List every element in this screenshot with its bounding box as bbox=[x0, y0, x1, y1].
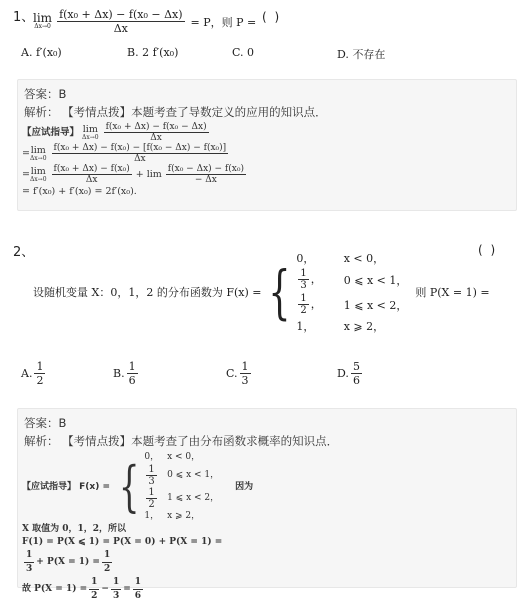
q2-option-c: C. $\frac{1}{3}$ bbox=[226, 360, 249, 387]
guide-label-2: 【应试指导】 F(x) = bbox=[22, 481, 110, 492]
stem-left: 设随机变量 X：0，1，2 的分布函数为 F(x) = bbox=[33, 286, 262, 299]
solution-2-line3: $\frac{1}{3}$ + P(X = 1) = $\frac{1}{2}$ bbox=[26, 550, 111, 574]
question-1-tail: = P，则 P = bbox=[190, 15, 257, 29]
question-1-number: 1、 bbox=[13, 10, 35, 25]
q1-option-b: B. 2 f′(x₀) bbox=[127, 46, 179, 59]
analysis-text-2: 解析： 【考情点拨】本题考查了由分布函数求概率的知识点． bbox=[24, 434, 339, 448]
q2-option-d: D. $\frac{5}{6}$ bbox=[337, 360, 360, 387]
because-label: 因为 bbox=[235, 481, 254, 492]
solution-2: 【应试指导】 F(x) = { 0， x < 0， $\frac{1}{3}$ 0 ⩽ x < 1， $\frac{1}{2}$ 1 ⩽ x < 2， 1， x ⩾ 2， 因为 X 取值为 0，1，2，所以 F(1) = P(X ⩽ 1) = P(X = 0) + P(X = 1) = $\frac{1}{3}$ + P(X = 1) = $\frac{1}{2}$ 故 P(X = 1) = $\frac{1}{2}$ − $\frac{1}{3}$ = $\frac{1}{6}$ bbox=[22, 451, 262, 603]
solution-2-line2: F(1) = P(X ⩽ 1) = P(X = 0) + P(X = 1) = bbox=[22, 537, 223, 547]
brace-icon: { bbox=[268, 258, 291, 326]
q2-option-b: B. $\frac{1}{6}$ bbox=[113, 360, 136, 387]
limit-operator: lim Δx→0 bbox=[33, 11, 53, 30]
brace-icon-2: { bbox=[118, 455, 140, 518]
q2-option-a: A. $\frac{1}{2}$ bbox=[21, 360, 44, 387]
question-1-stem bbox=[33, 8, 256, 35]
final-line-1: = f′(x₀) + f′(x₀) = 2f′(x₀). bbox=[22, 186, 137, 197]
answer-paren-1: ( ) bbox=[262, 10, 282, 24]
answer-label-2: 答案：B bbox=[24, 416, 67, 430]
solution-2-line1: X 取值为 0，1，2，所以 bbox=[22, 524, 127, 534]
analysis-text-1: 解析： 【考情点拨】本题考查了导数定义的应用的知识点． bbox=[24, 105, 327, 119]
question-2-number: 2、 bbox=[13, 245, 35, 260]
answer-box-2 bbox=[17, 408, 517, 601]
q1-option-c: C. 0 bbox=[232, 46, 255, 59]
solution-1: 【应试指导】 lim Δx→0 $\frac{\text{f(x₀ + Δx) − f(x₀ − Δx)}}{\Delta x}$ = lim Δx→0 $\frac{\text{f(x₀ + Δx) − f(x₀) − [f(x₀ − Δx) − f(x₀)]}}{\Delta x}$ = lim Δx→0 $\frac{\text{f(x₀ + Δx) − f(x₀)}}{\Delta x}$ + lim $\frac{\text{f(x₀ − Δx) − f(x₀)}}{- \Delta x}$ = f′(x₀) + f′(x₀) = 2f′(x₀). bbox=[22, 122, 262, 198]
answer-label-1: 答案：B bbox=[24, 87, 67, 101]
answer-box-1 bbox=[17, 79, 517, 211]
piecewise-function: { 0， x < 0， $\frac{1}{3}$ ， 0 ⩽ x < 1， $\frac{1}{2}$ ， 1 ⩽ x < 2， 1， x ⩾ 2， bbox=[268, 252, 408, 333]
q1-option-d: D. 不存在 bbox=[337, 48, 386, 61]
limit-fraction: $\frac{\text{f(x₀ + Δx) − f(x₀ − Δx)}}{\Delta x}$ bbox=[59, 8, 183, 35]
q1-option-a: A. f′(x₀) bbox=[21, 46, 62, 59]
solution-2-line4: 故 P(X = 1) = $\frac{1}{2}$ − $\frac{1}{3}$ = $\frac{1}{6}$ bbox=[22, 577, 142, 601]
stem-right: 则 P(X = 1) = bbox=[415, 286, 490, 299]
answer-paren-2: ( ) bbox=[478, 243, 498, 257]
guide-label-1: 【应试指导】 bbox=[22, 127, 80, 138]
question-2-stem bbox=[33, 250, 490, 334]
